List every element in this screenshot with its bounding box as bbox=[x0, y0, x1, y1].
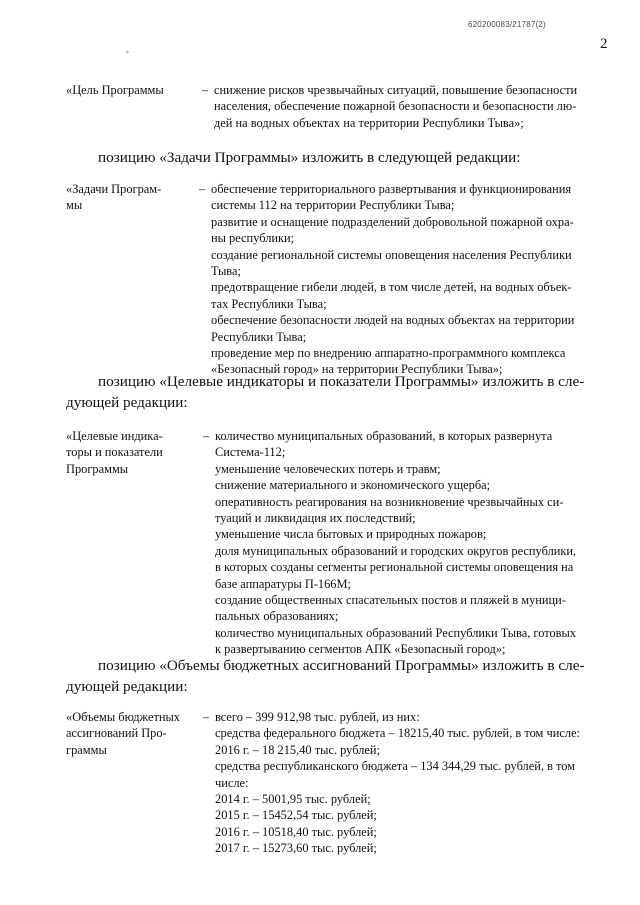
intro-line: дующей редакции: bbox=[66, 678, 188, 695]
label-line: «Цель Программы bbox=[66, 83, 164, 97]
value-line: доля муниципальных образований и городских округов республики, bbox=[215, 543, 577, 558]
label-line: «Задачи Програм- bbox=[66, 182, 162, 196]
value-item bbox=[211, 247, 606, 280]
margin-mark: * bbox=[126, 51, 129, 57]
value-line: обеспечение безопасности людей на водных объектах на территории bbox=[211, 313, 575, 328]
label-line: «Целевые индика- bbox=[66, 429, 163, 443]
value-line: обеспечение территориального развертывания и функционирования bbox=[211, 182, 572, 196]
value-line: создание общественных спасательных постов и пляжей в муници- bbox=[215, 593, 566, 608]
value-line: пальных образованиях; bbox=[215, 609, 339, 624]
value-line: числе: bbox=[215, 775, 249, 790]
block-value bbox=[214, 82, 606, 131]
value-line: предотвращение гибели людей, в том числе детей, на водных объек- bbox=[211, 280, 572, 295]
block-value bbox=[215, 428, 606, 658]
dash-separator: – bbox=[202, 83, 209, 97]
value-line: 2016 г. – 10518,40 тыс. рублей; bbox=[215, 824, 377, 839]
label-line: торы и показатели bbox=[66, 445, 163, 460]
label-line: граммы bbox=[66, 742, 107, 757]
value-line: уменьшение числа бытовых и природных пожаров; bbox=[215, 527, 487, 542]
value-line: уменьшение человеческих потерь и травм; bbox=[215, 461, 441, 476]
value-line: туаций и ликвидация их последствий; bbox=[215, 511, 416, 526]
value-line: Тыва; bbox=[211, 264, 241, 279]
value-item bbox=[215, 494, 606, 527]
value-item bbox=[215, 840, 606, 856]
intro-line: дующей редакции: bbox=[66, 394, 188, 411]
value-line: проведение мер по внедрению аппаратно-программного комплекса bbox=[211, 346, 566, 361]
value-line: развитие и оснащение подразделений добровольной пожарной охра- bbox=[211, 214, 574, 229]
intro-line: позицию «Задачи Программы» изложить в следующей редакции: bbox=[98, 149, 521, 166]
value-item bbox=[215, 758, 606, 791]
value-line: населения, обеспечение пожарной безопасности и безопасности лю- bbox=[214, 99, 577, 114]
value-item bbox=[215, 477, 606, 493]
section-intro bbox=[66, 655, 606, 697]
block-label bbox=[66, 181, 161, 214]
value-item bbox=[211, 181, 606, 214]
value-line: 2014 г. – 5001,95 тыс. рублей; bbox=[215, 792, 371, 807]
value-line: «Безопасный город» на территории Республики Тыва»; bbox=[211, 362, 503, 377]
dash-separator: – bbox=[203, 429, 210, 443]
dash-separator: – bbox=[199, 182, 206, 196]
value-line: 2015 г. – 15452,54 тыс. рублей; bbox=[215, 808, 377, 823]
block-value bbox=[211, 181, 606, 378]
page-number: 2 bbox=[600, 36, 608, 52]
value-line: Система-112; bbox=[215, 445, 286, 460]
value-item bbox=[211, 214, 606, 247]
value-item bbox=[215, 742, 606, 758]
value-item bbox=[215, 461, 606, 477]
block-label bbox=[66, 82, 164, 98]
label-line: ассигнований Про- bbox=[66, 726, 167, 741]
value-item bbox=[215, 592, 606, 625]
document-id: 620200083/21787(2) bbox=[468, 20, 546, 29]
value-item bbox=[211, 312, 606, 345]
value-line: системы 112 на территории Республики Тыва; bbox=[211, 198, 455, 213]
value-line: 2017 г. – 15273,60 тыс. рублей; bbox=[215, 841, 377, 856]
intro-line: позицию «Целевые индикаторы и показатели Программы» изложить в сле- bbox=[98, 373, 585, 390]
value-item bbox=[215, 791, 606, 807]
value-item bbox=[215, 807, 606, 823]
value-line: базе аппаратуры П-166М; bbox=[215, 576, 351, 591]
value-line: количество муниципальных образований, в которых развернута bbox=[215, 429, 553, 443]
value-line: Республики Тыва; bbox=[211, 329, 307, 344]
value-line: количество муниципальных образований Республики Тыва, готовых bbox=[215, 625, 577, 640]
value-line: средства республиканского бюджета – 134 344,29 тыс. рублей, в том bbox=[215, 759, 576, 774]
value-item bbox=[215, 824, 606, 840]
section-intro bbox=[66, 371, 606, 413]
value-item bbox=[215, 526, 606, 542]
value-line: к развертыванию сегментов АПК «Безопасный город»; bbox=[215, 642, 506, 657]
block-label bbox=[66, 709, 180, 758]
label-line: «Объемы бюджетных bbox=[66, 710, 181, 724]
value-item bbox=[215, 725, 606, 741]
value-line: в которых созданы сегменты региональной системы оповещения на bbox=[215, 560, 574, 575]
value-line: всего – 399 912,98 тыс. рублей, из них: bbox=[215, 710, 420, 724]
value-line: снижение рисков чрезвычайных ситуаций, повышение безопасности bbox=[214, 83, 578, 97]
value-line: тах Республики Тыва; bbox=[211, 296, 327, 311]
value-item bbox=[215, 709, 606, 725]
value-item bbox=[215, 543, 606, 592]
value-item bbox=[215, 428, 606, 461]
value-line: снижение материального и экономического ущерба; bbox=[215, 478, 491, 493]
label-line: Программы bbox=[66, 461, 129, 476]
intro-line: позицию «Объемы бюджетных ассигнований Программы» изложить в сле- bbox=[98, 657, 585, 674]
dash-separator: – bbox=[203, 710, 210, 724]
section-intro bbox=[66, 147, 606, 168]
value-line: дей на водных объектах на территории Республики Тыва»; bbox=[214, 115, 524, 130]
value-line: оперативность реагирования на возникновение чрезвычайных си- bbox=[215, 494, 564, 509]
block-value bbox=[215, 709, 606, 857]
value-line: 2016 г. – 18 215,40 тыс. рублей; bbox=[215, 742, 380, 757]
value-line: средства федерального бюджета – 18215,40 тыс. рублей, в том числе: bbox=[215, 726, 580, 741]
block-label bbox=[66, 428, 163, 477]
label-line: мы bbox=[66, 198, 83, 213]
value-item bbox=[214, 82, 606, 131]
value-item bbox=[215, 625, 606, 658]
value-line: ны республики; bbox=[211, 231, 295, 246]
value-item bbox=[211, 279, 606, 312]
value-line: создание региональной системы оповещения населения Республики bbox=[211, 247, 572, 262]
